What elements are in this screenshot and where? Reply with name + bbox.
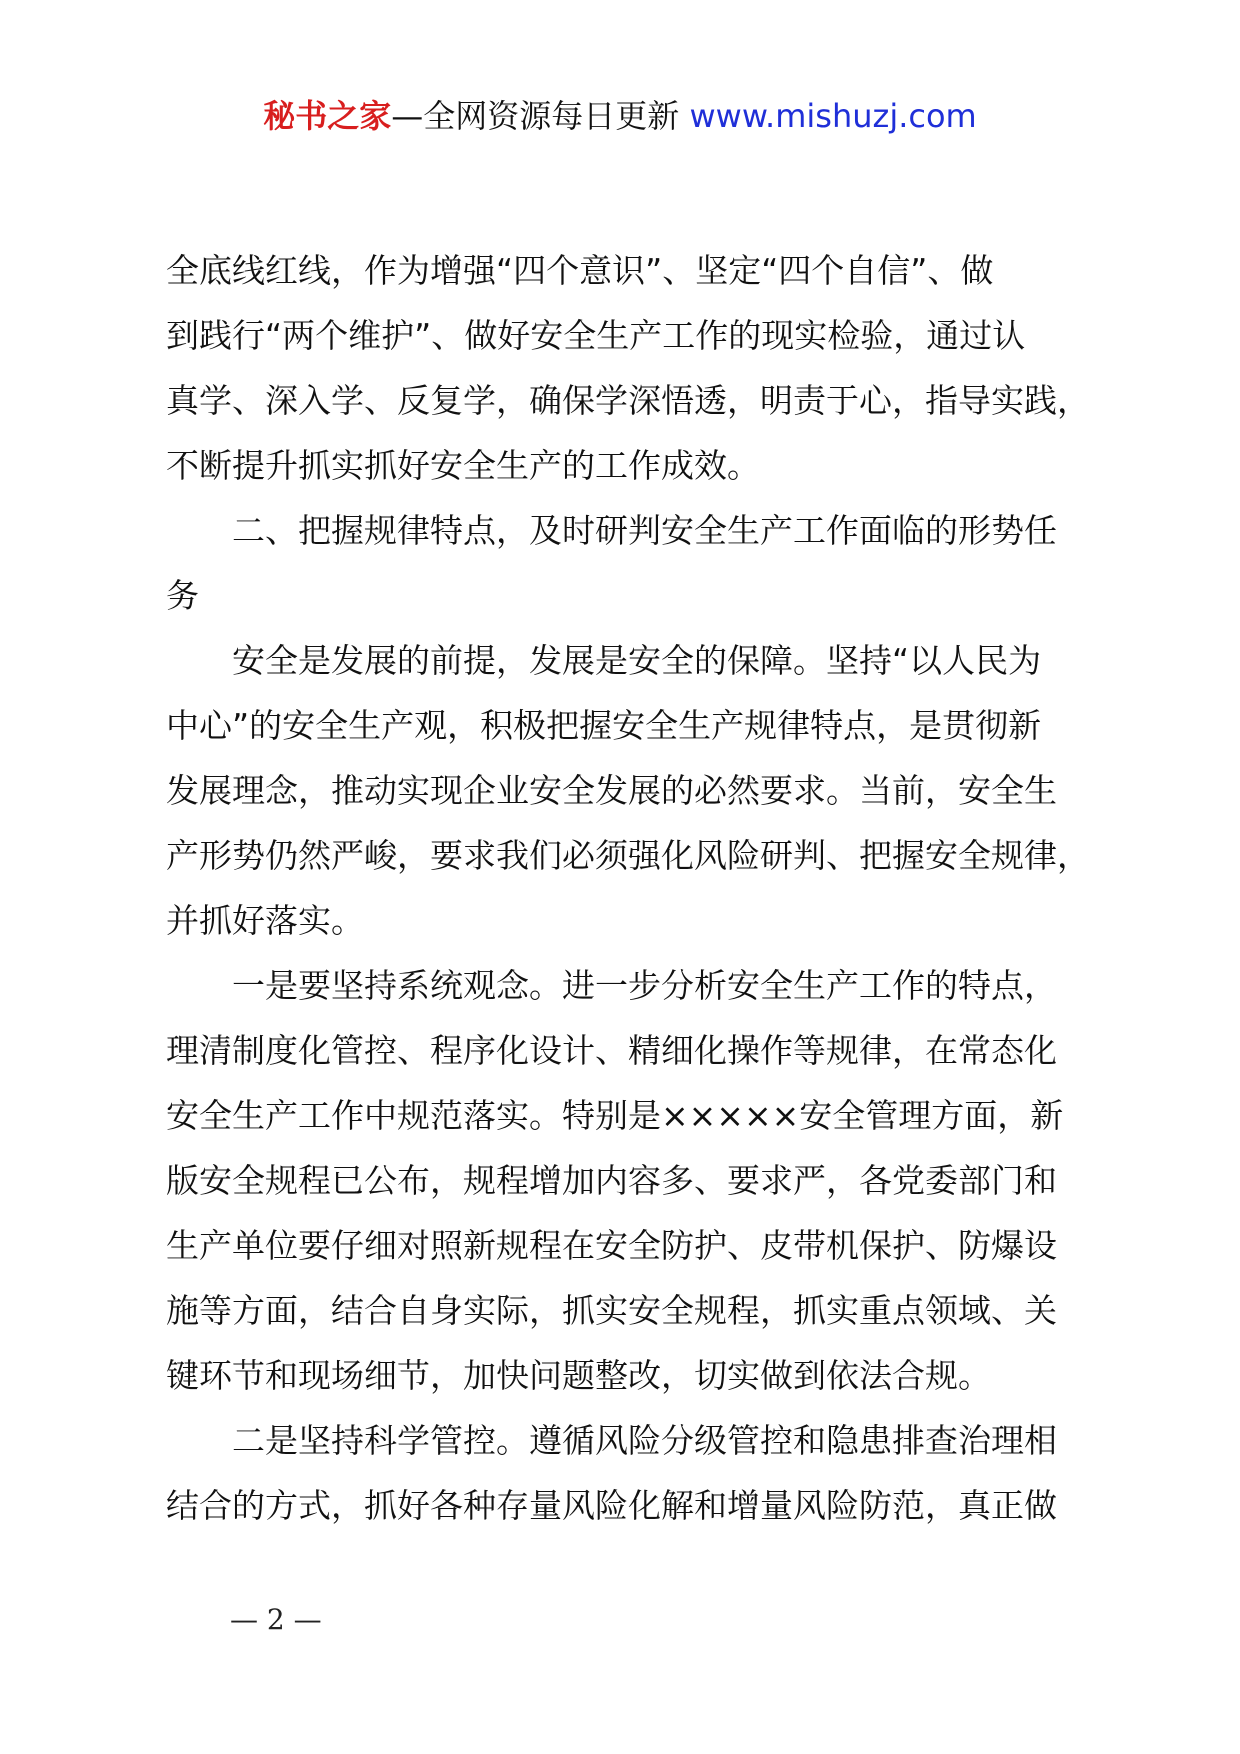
- site-header: [0, 96, 1240, 136]
- paragraph-line: 结合的方式，抓好各种存量风险化解和增量风险防范，真正做: [166, 1486, 1057, 1525]
- paragraph-line: 安全是发展的前提，发展是安全的保障。坚持“以人民为: [232, 641, 1042, 680]
- paragraph-line: 产形势仍然严峻，要求我们必须强化风险研判、把握安全规律，: [166, 836, 1090, 875]
- site-slogan: —全网资源每日更新: [391, 97, 690, 135]
- paragraph-line: 到践行“两个维护”、做好安全生产工作的现实检验，通过认: [166, 316, 1026, 355]
- paragraph-line: 理清制度化管控、程序化设计、精细化操作等规律，在常态化: [166, 1031, 1057, 1070]
- paragraph-line: 全底线红线，作为增强“四个意识”、坚定“四个自信”、做: [166, 251, 994, 290]
- site-brand-name: 秘书之家: [263, 97, 392, 135]
- section-heading-line: 务: [166, 576, 199, 615]
- paragraph-line: 一是要坚持系统观念。进一步分析安全生产工作的特点，: [232, 966, 1057, 1005]
- paragraph-line: 生产单位要仔细对照新规程在安全防护、皮带机保护、防爆设: [166, 1226, 1057, 1265]
- paragraph-line: 发展理念，推动实现企业安全发展的必然要求。当前，安全生: [166, 771, 1057, 810]
- document-body: [166, 238, 1108, 1538]
- paragraph-line: 并抓好落实。: [166, 901, 364, 940]
- paragraph-line: 不断提升抓实抓好安全生产的工作成效。: [166, 446, 760, 485]
- paragraph-line: 真学、深入学、反复学，确保学深悟透，明责于心，指导实践，: [166, 381, 1090, 420]
- paragraph-line: 施等方面，结合自身实际，抓实安全规程，抓实重点领域、关: [166, 1291, 1057, 1330]
- paragraph-line: 键环节和现场细节，加快问题整改，切实做到依法合规。: [166, 1356, 991, 1395]
- section-heading-line: 二、把握规律特点，及时研判安全生产工作面临的形势任: [232, 511, 1057, 550]
- page-number: — 2 —: [230, 1603, 322, 1636]
- paragraph-line: 版安全规程已公布，规程增加内容多、要求严，各党委部门和: [166, 1161, 1057, 1200]
- paragraph-line: 安全生产工作中规范落实。特别是×××××安全管理方面，新: [166, 1096, 1064, 1135]
- paragraph-line: 中心”的安全生产观，积极把握安全生产规律特点，是贯彻新: [166, 706, 1042, 745]
- site-url-link[interactable]: www.mishuzj.com: [689, 97, 977, 135]
- paragraph-line: 二是坚持科学管控。遵循风险分级管控和隐患排查治理相: [232, 1421, 1057, 1460]
